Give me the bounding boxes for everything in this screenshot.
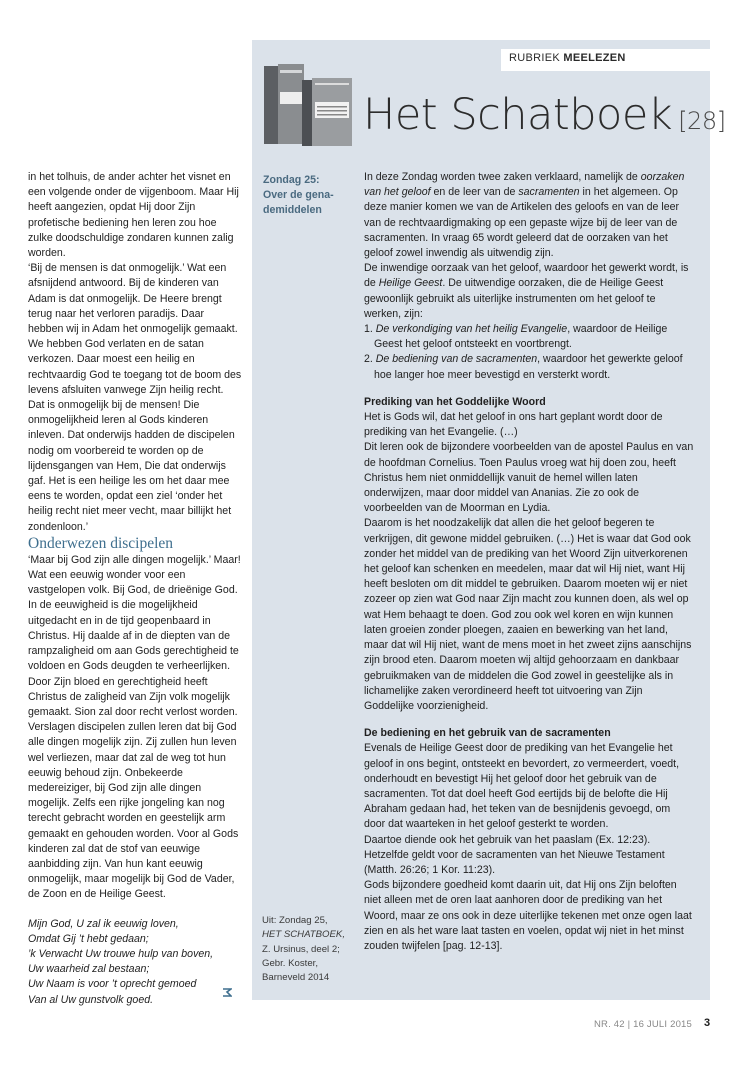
left-column xyxy=(28,170,242,1008)
rubriek-name: MEELEZEN xyxy=(563,52,626,64)
zondag-label-line: demiddelen xyxy=(263,204,322,216)
intro-paragraph: In deze Zondag worden twee zaken verklaard, namelijk de oorzaken van het geloof en de leer van de sacramenten in het algemeen. Op deze manier komen we van de Artikelen des geloofs en van de leer van de rechtvaardigmaking op een gepaste wijze bij de leer van de sacramenten. In vraag 65 wordt geleerd dat de oorzaken van het geloof zowel inwendig als uitwendig zijn. xyxy=(364,171,685,260)
body-paragraph: Evenals de Heilige Geest door de prediking van het Evangelie het geloof in ons begint, ontsteekt en bevordert, zo vermeerdert, voedt, onderhoudt en bevestigt Hij het geloof door het gebruik van de sacramenten. Tot dat doel heeft God eertijds bij de belofte die Hij Abraham gedaan had, het teken van de besnijdenis gevoegd, om door dat waarteken in het geloof gesterkt te worden. xyxy=(364,742,680,831)
source-note xyxy=(262,914,358,985)
source-line: Gebr. Koster, xyxy=(262,957,318,969)
poem-line: Van al Uw gunstvolk goed. xyxy=(28,993,154,1006)
book-cover-image xyxy=(262,58,354,148)
zondag-label-line: Zondag 25: xyxy=(263,174,320,186)
page-number: 3 xyxy=(704,1017,711,1029)
rubriek-label xyxy=(501,49,710,71)
title-text: Het Schatboek xyxy=(363,90,673,140)
source-line: Z. Ursinus, deel 2; xyxy=(262,943,340,955)
book-spine-1 xyxy=(264,66,278,144)
main-column xyxy=(364,170,694,954)
left-paragraph-1: in het tolhuis, de ander achter het visnet en een volgende onder de vijgenboom. Maar Hij heeft aangezien, opdat Hij door Zijn profetische bediening hen leren zou hoe zulke doodschuldige zondaren kunnen zalig worden. xyxy=(28,171,239,260)
zondag-label xyxy=(263,173,355,218)
body-paragraph: Daartoe diende ook het gebruik van het paaslam (Ex. 12:23). Hetzelfde geldt voor de sacramenten van het Nieuwe Testament (Matth. 26:26; 1 Kor. 11:23). xyxy=(364,833,665,876)
page-title xyxy=(363,90,726,140)
source-line: HET SCHATBOEK, xyxy=(262,929,345,941)
poem xyxy=(28,917,242,1008)
body-paragraph: Daarom is het noodzakelijk dat allen die het geloof begeren te verkrijgen, dit gewone middel gebruiken. (…) Het is waar dat God ook zonder het middel van de prediking van het Woord Zijn uitverkorenen het geloof kan schenken en meedelen, maar dat wil Hij niet, want Hij heeft besloten om dit middel te gebruiken. Daarom moeten wij er niet zozeer op zien wat God naar Zijn macht zou kunnen doen, als wel op wat Hem behaagt te doen. God zou ook wel koren en wijn kunnen laten groeien zonder ploegen, zaaien en bewerking van het land, maar dat wil Hij niet, want de mens moet in het zweet zijns aanschijns zijn brood eten. Daarom moeten wij altijd gehoorzaam en dankbaar gebruikmaken van de middelen die God zowel in geestelijke als in lichamelijke zaken verordineerd heeft tot uitvoering van Zijn Goddelijke voorzienigheid. xyxy=(364,517,692,712)
source-line: Barneveld 2014 xyxy=(262,972,330,984)
poem-line: Omdat Gij ’t hebt gedaan; xyxy=(28,932,149,945)
source-line: Uit: Zondag 25, xyxy=(262,915,328,926)
section-heading-onderwezen: Onderwezen discipelen xyxy=(28,534,174,552)
section-heading-prediking: Prediking van het Goddelijke Woord xyxy=(364,395,546,408)
zondag-label-line: Over de gena- xyxy=(263,189,334,201)
body-paragraph: Dit leren ook de bijzondere voorbeelden van de apostel Paulus en van de hoofdman Cornelius. Toen Paulus vroeg wat hij doen zou, heeft Christus hem niet onmiddellijk vanuit de hemel willen laten onderwijzen, maar door middel van Ananias. Zie zo ook de voorbeelden van de Moorman en Lydia. xyxy=(364,441,694,515)
inner-cause-paragraph: De inwendige oorzaak van het geloof, waardoor het gewerkt wordt, is de Heilige Geest. De uitwendige oorzaken, die de Heilige Geest gewoonlijk gebruikt als uiterlijke instrumenten om het geloof te werken, zijn: xyxy=(364,262,689,320)
rubriek-prefix: RUBRIEK xyxy=(509,52,564,64)
end-mark-icon xyxy=(222,988,232,997)
issue-number: [28] xyxy=(678,107,726,135)
poem-line: Mijn God, U zal ik eeuwig loven, xyxy=(28,917,179,930)
list-item: 2. De bediening van de sacramenten, waardoor het gewerkte geloof hoe langer hoe meer bevestigd en versterkt wordt. xyxy=(364,353,683,381)
book-spine-2 xyxy=(302,80,312,146)
section-heading-sacramenten: De bediening en het gebruik van de sacramenten xyxy=(364,727,611,740)
issue-footer: NR. 42 | 16 JULI 2015 xyxy=(594,1019,693,1030)
body-paragraph: Gods bijzondere goedheid komt daarin uit, dat Hij ons Zijn beloften niet alleen met de oren laat aanhoren door de prediking van het Woord, maar ze ons ook in deze uiterlijke tekenen met onze ogen laat zien en als het ware laat tasten en voelen, opdat wij niet in het minst zouden twijfelen [pag. 12-13]. xyxy=(364,879,692,952)
left-paragraph-3: ‘Maar bij God zijn alle dingen mogelijk.’ Maar! Wat een eeuwig wonder voor een vastgelopen volk. Bij God, de drieënige God. In de eeuwigheid is die mogelijkheid uitgedacht en in de tijd geopenbaard in Christus. Hij daalde af in de diepten van de rampzaligheid om aan Gods gerechtigheid te voldoen en Gods deugden te verheerlijken. Door Zijn bloed en gerechtigheid heeft Christus de zaligheid van Zijn volk mogelijk gemaakt. Sion zal door recht verlost worden. Verslagen discipelen zullen leren dat bij God alle dingen mogelijk zijn. Zij zullen hun leven wel verliezen, maar dat zal de weg tot hun eeuwig behoud zijn. Onbekeerde medereiziger, bij God zijn alle dingen mogelijk. Zelfs een rijke jongeling kan nog terecht gebracht worden en geestelijk arm gemaakt en gehouden worden. Voor al Gods kinderen zal dat de stof van eeuwige aanbidding zijn. Van hun kant eeuwig onmogelijk, maar mogelijk bij God de Vader, de Zoon en de Heilige Geest. xyxy=(28,553,241,901)
list-item: 1. De verkondiging van het heilig Evangelie, waardoor de Heilige Geest het geloof ontsteekt en voortbrengt. xyxy=(364,323,668,351)
left-paragraph-2: ‘Bij de mensen is dat onmogelijk.’ Wat een afsnijdend antwoord. Bij de kinderen van Adam is dat onmogelijk. De Heere brengt terug naar het verloren paradijs. Daar hebben wij in Adam het onmogelijk gemaakt. We hebben God verlaten en de satan verkozen. Daar moest een heilig en rechtvaardig God te toegang tot de boom des levens afsluiten vanwege Zijn heilig recht. Dat is onmogelijk bij de mensen! Die onmogelijkheid leren al Gods kinderen inleven. Dat onderwijs hadden de discipelen nodig om voorbereid te worden op de lijdensgangen van Hem, Die dat onderwijs gaf. Het is een heilige les om het daar mee eens te worden, opdat een ziel ‘onder het heilig recht niet meer vecht, maar billijkt het zondenloon.’ xyxy=(28,262,242,533)
poem-line: Uw Naam is voor ’t oprecht gemoed xyxy=(28,978,197,991)
poem-line: Uw waarheid zal bestaan; xyxy=(28,963,150,976)
body-paragraph: Het is Gods wil, dat het geloof in ons hart geplant wordt door de prediking van het Evangelie. (…) xyxy=(364,411,663,439)
poem-line: ’k Verwacht Uw trouwe hulp van boven, xyxy=(28,947,214,960)
